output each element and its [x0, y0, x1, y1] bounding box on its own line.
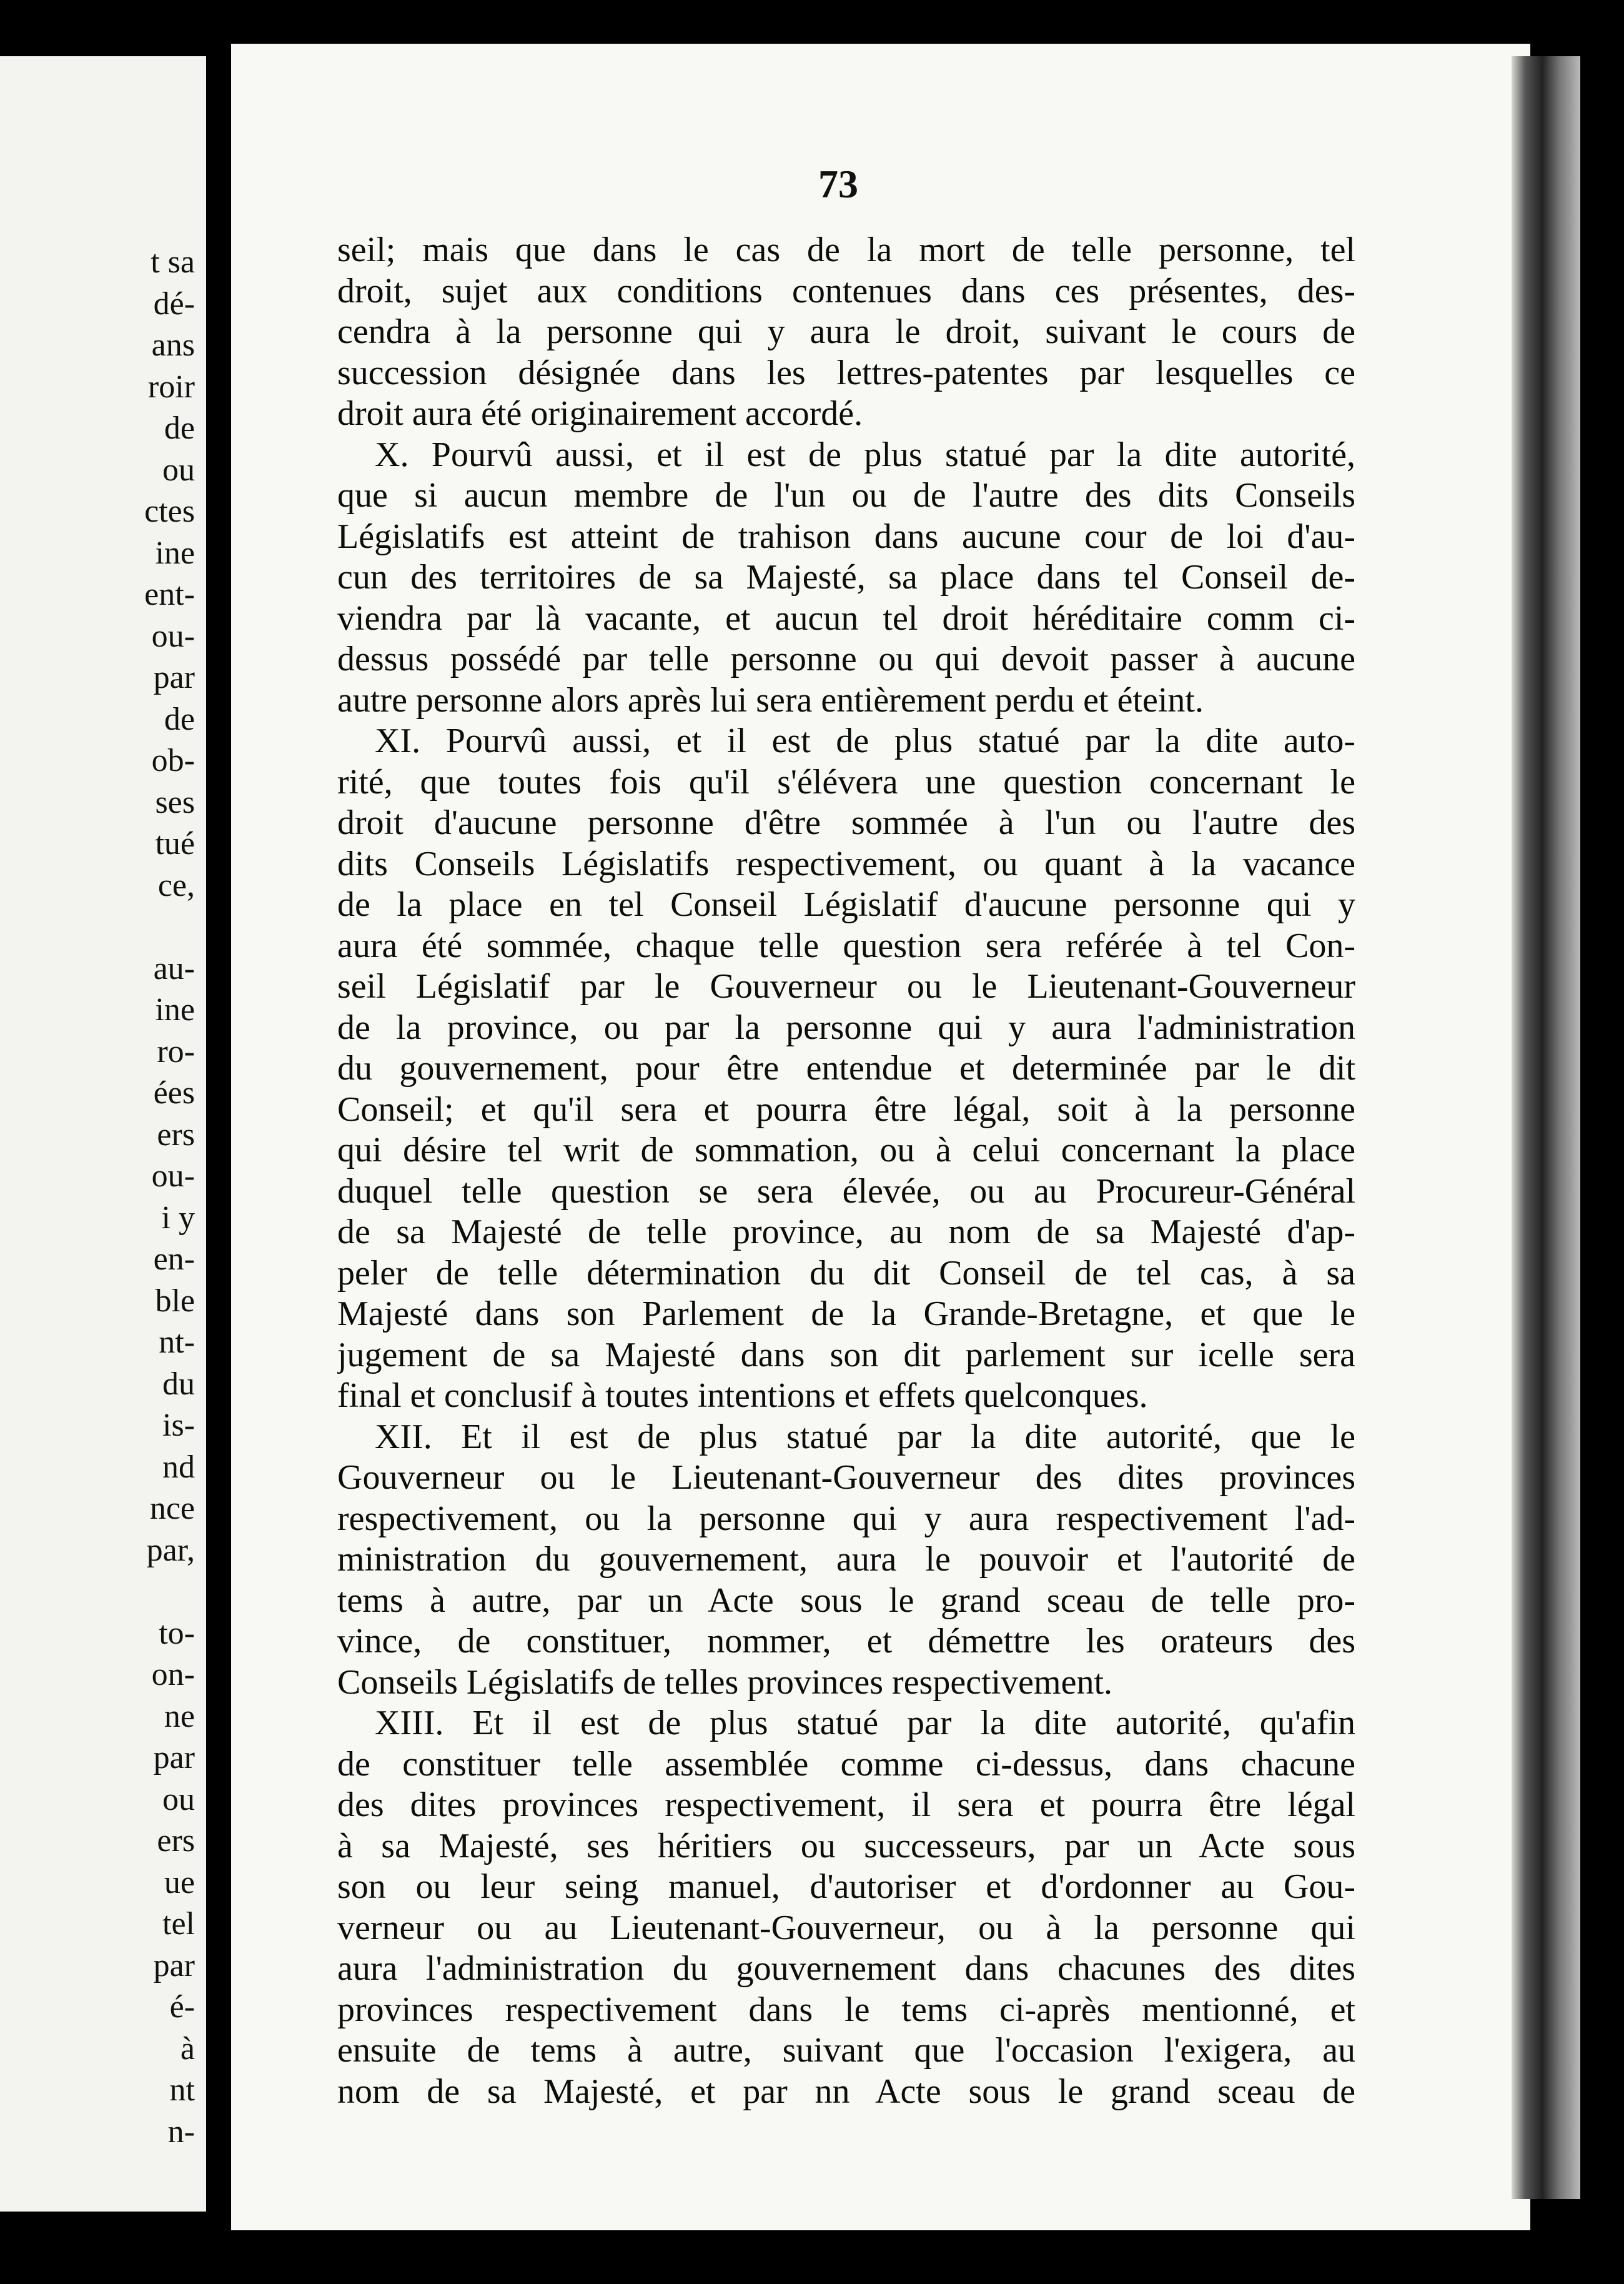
left-margin-fragment: ce, [157, 867, 195, 903]
text-line: tems à autre, par un Acte sous le grand sceau de telle pro- [337, 1581, 1355, 1620]
left-margin-fragment: de [164, 410, 195, 446]
text-line: aura l'administration du gouvernement dans chacunes des dites [337, 1949, 1355, 1988]
text-line: droit aura été originairement accordé. [337, 394, 863, 433]
left-margin-fragment: ou- [151, 1158, 195, 1194]
left-margin-fragment: par [153, 660, 195, 695]
left-margin-fragment: ers [157, 1823, 195, 1859]
text-line: que si aucun membre de l'un ou de l'autre des dits Conseils [337, 476, 1355, 515]
left-page-fragment [0, 56, 206, 2212]
left-margin-fragment: é- [169, 1989, 195, 2025]
left-margin-fragment: par [153, 1740, 195, 1775]
text-line: de la province, ou par la personne qui y aura l'administration [337, 1008, 1355, 1047]
text-line: autre personne alors après lui sera entièrement perdu et éteint. [337, 680, 1204, 720]
text-line: Majesté dans son Parlement de la Grande-Bretagne, et que le [337, 1294, 1355, 1333]
left-margin-fragment: ers [157, 1116, 195, 1153]
left-margin-fragment: par [153, 1947, 195, 1984]
left-margin-fragment: on- [151, 1657, 195, 1692]
left-margin-fragment: ine [155, 992, 195, 1028]
text-line: cun des territoires de sa Majesté, sa place dans tel Conseil de- [337, 558, 1355, 597]
text-line: Conseils Législatifs de telles provinces respectivement. [337, 1662, 1112, 1702]
text-line: droit d'aucune personne d'être sommée à l'un ou l'autre des [337, 803, 1355, 842]
text-line: Conseil; et qu'il sera et pourra être légal, soit à la personne [337, 1090, 1355, 1129]
text-line: de sa Majesté de telle province, au nom de sa Majesté d'ap- [337, 1213, 1355, 1251]
text-line: ensuite de tems à autre, suivant que l'occasion l'exigera, au [337, 2031, 1355, 2070]
text-line: des dites provinces respectivement, il sera et pourra être légal [337, 1785, 1355, 1824]
left-margin-fragment: i y [161, 1199, 195, 1236]
left-margin-fragment: ou [162, 452, 195, 488]
text-line: duquel telle question se sera élevée, ou au Procureur-Général [337, 1171, 1355, 1211]
body-text [337, 230, 1355, 2112]
text-line: cendra à la personne qui y aura le droit, suivant le cours de [337, 312, 1355, 351]
left-margin-fragment: ob- [151, 743, 195, 778]
text-line: de la place en tel Conseil Législatif d'aucune personne qui y [337, 885, 1355, 924]
text-line: seil; mais que dans le cas de la mort de telle personne, tel [337, 231, 1355, 269]
left-margin-fragment: nt- [159, 1324, 195, 1360]
left-margin-fragment: ent- [144, 577, 195, 612]
text-line: qui désire tel writ de sommation, ou à celui concernant la place [337, 1131, 1355, 1169]
text-line: viendra par là vacante, et aucun tel droit héréditaire comm ci- [337, 598, 1355, 638]
page-edge [1512, 56, 1580, 2199]
text-line: Législatifs est atteint de trahison dans aucune cour de loi d'au- [337, 517, 1355, 556]
text-line: nom de sa Majesté, et par nn Acte sous le grand sceau de [337, 2072, 1355, 2111]
text-line: ministration du gouvernement, aura le pouvoir et l'autorité de [337, 1540, 1355, 1579]
left-margin-fragment: ble [155, 1283, 195, 1319]
text-line: jugement de sa Majesté dans son dit parlement sur icelle sera [337, 1335, 1355, 1374]
text-line: X. Pourvû aussi, et il est de plus statué par la dite autorité, [375, 435, 1355, 474]
left-margin-fragment: du [162, 1366, 195, 1402]
left-margin-fragment: to- [159, 1615, 195, 1651]
left-margin-fragment: nd [162, 1449, 195, 1485]
left-margin-fragment: en- [153, 1241, 195, 1277]
left-margin-fragment: n- [167, 2113, 195, 2150]
text-line: respectivement, ou la personne qui y aura respectivement l'ad- [337, 1499, 1355, 1538]
left-margin-fragment: ro- [157, 1033, 195, 1070]
text-line: succession désignée dans les lettres-patentes par lesquelles ce [337, 353, 1355, 392]
text-line: du gouvernement, pour être entendue et determinée par le dit [337, 1049, 1355, 1088]
left-margin-fragment: ine [155, 535, 195, 571]
text-line: XIII. Et il est de plus statué par la dite autorité, qu'afin [375, 1704, 1355, 1742]
left-margin-fragment: ou- [151, 618, 195, 654]
left-margin-fragment: roir [147, 369, 195, 405]
left-margin-fragment: à [180, 2030, 195, 2067]
left-margin-fragment: ans [151, 327, 195, 363]
left-margin-fragment: ou [162, 1781, 195, 1817]
left-margin-fragment: dé- [153, 286, 195, 322]
text-line: XI. Pourvû aussi, et il est de plus statué par la dite auto- [375, 722, 1355, 760]
left-margin-fragment: nt [169, 2072, 195, 2108]
left-margin-fragment: ctes [144, 494, 195, 529]
page-number: 73 [818, 162, 858, 206]
left-margin-fragment: ne [164, 1698, 195, 1734]
text-line: de constituer telle assemblée comme ci-dessus, dans chacune [337, 1744, 1355, 1784]
text-line: seil Législatif par le Gouverneur ou le Lieutenant-Gouverneur [337, 967, 1355, 1006]
left-margin-fragment: de [164, 701, 195, 737]
text-line: rité, que toutes fois qu'il s'élévera une question concernant le [337, 762, 1355, 802]
text-line: final et conclusif à toutes intentions et effets quelconques. [337, 1376, 1148, 1415]
text-line: vince, de constituer, nommer, et démettre les orateurs des [337, 1622, 1355, 1661]
text-line: aura été sommée, chaque telle question sera reférée à tel Con- [337, 926, 1355, 965]
left-margin-fragment: is- [162, 1408, 195, 1443]
text-line: peler de telle détermination du dit Conseil de tel cas, à sa [337, 1253, 1355, 1293]
left-margin-fragment: au- [153, 950, 195, 986]
left-margin-fragment: nce [149, 1491, 195, 1526]
text-line: verneur ou au Lieutenant-Gouverneur, ou à la personne qui [337, 1908, 1355, 1947]
text-line: dessus possédé par telle personne ou qui devoit passer à aucune [337, 640, 1355, 678]
left-margin-fragment: par, [146, 1532, 195, 1568]
left-margin-fragment: ées [153, 1075, 195, 1111]
left-margin-fragment: t sa [151, 244, 195, 280]
text-line: dits Conseils Législatifs respectivement, ou quant à la vacance [337, 844, 1355, 883]
text-line: son ou leur seing manuel, d'autoriser et d'ordonner au Gou- [337, 1867, 1355, 1906]
text-line: Gouverneur ou le Lieutenant-Gouverneur des dites provinces [337, 1458, 1355, 1497]
left-margin-fragment: ses [155, 784, 195, 820]
text-line: à sa Majesté, ses héritiers ou successeurs, par un Acte sous [337, 1826, 1355, 1865]
text-line: XII. Et il est de plus statué par la dite autorité, que le [375, 1417, 1355, 1456]
left-margin-fragment: ue [164, 1864, 195, 1900]
left-margin-fragment: tel [162, 1906, 195, 1942]
text-line: droit, sujet aux conditions contenues dans ces présentes, des- [337, 271, 1355, 310]
text-line: provinces respectivement dans le tems ci-après mentionné, et [337, 1990, 1355, 2029]
left-margin-fragment: tué [155, 826, 195, 861]
